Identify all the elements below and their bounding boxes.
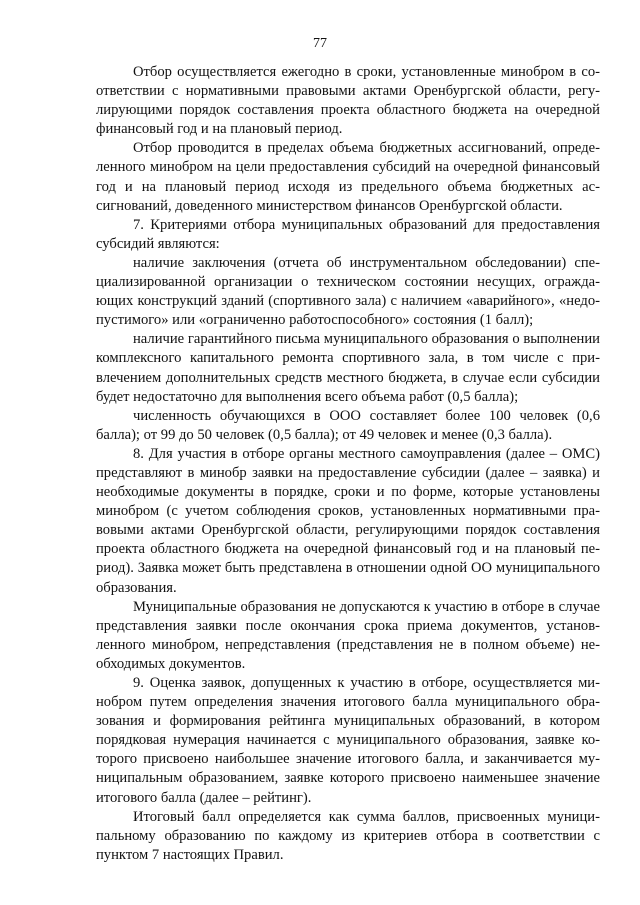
- document-body: [96, 63, 600, 865]
- paragraph-admission-exclusion: Муниципальные образования не допускаются к участию в отборе в случае представления заявки после окончания срока приема документов, установленного минобром, непредставления (представления не в полном объеме) необходимых документов.: [96, 598, 600, 672]
- paragraph-criterion-inspection-report: наличие заключения (отчета об инструментальном обследовании) специализированной организации о техническом состоянии несущих, ограждающих конструкций зданий (спортивного зала) с наличием «аварийного», «недопустимого» или «ограниченно работоспособного» состояния (1 балл);: [96, 254, 600, 329]
- paragraph-criterion-student-count: численность обучающихся в ООО составляет более 100 человек (0,6 балла); от 99 до 50 человек (0,5 балла); от 49 человек и менее (0,3 балла).: [96, 407, 600, 443]
- page-number: 77: [313, 36, 327, 51]
- paragraph-total-score: Итоговый балл определяется как сумма баллов, присвоенных муниципальному образованию по каждому из критериев отбора в соответствии с пунктом 7 настоящих Правил.: [96, 808, 600, 863]
- paragraph-selection-timing: Отбор осуществляется ежегодно в сроки, установленные минобром в соответствии с нормативными правовыми актами Оренбургской области, регулирующими порядок составления проекта областного бюджета на очередной финансовый год и на плановый период.: [96, 64, 600, 138]
- paragraph-criterion-guarantee-letter: наличие гарантийного письма муниципального образования о выполнении комплексного капитального ремонта спортивного зала, в том числе с привлечением дополнительных средств местного бюджета, в случае если субсидии будет недостаточно для выполнения всего объема работ (0,5 балла);: [96, 331, 600, 405]
- paragraph-application-submission: 8. Для участия в отборе органы местного самоуправления (далее – ОМС) представляют в минобр заявки на предоставление субсидии (далее – заявка) и необходимые документы в порядке, сроки и по форме, которые установлены минобром (с учетом соблюдения сроков, установленных нормативными правовыми актами Оренбургской области, регулирующими порядок составления проекта областного бюджета на очередной финансовый год и на плановый период). Заявка может быть представлена в отношении одной ОО муниципального образования.: [96, 445, 600, 596]
- paragraph-selection-budget-limits: Отбор проводится в пределах объема бюджетных ассигнований, определенного минобром на цели предоставления субсидий на очередной финансовый год и на плановый период исходя из предельного объема бюджетных ассигнований, доведенного министерством финансов Оренбургской области.: [96, 140, 600, 214]
- paragraph-criteria-heading: 7. Критериями отбора муниципальных образований для предоставления субсидий являются:: [96, 216, 600, 252]
- paragraph-evaluation-rating: 9. Оценка заявок, допущенных к участию в отборе, осуществляется минобром путем определения значения итогового балла муниципального образования и формирования рейтинга муниципальных образований, в котором порядковая нумерация начинается с муниципального образования, заявке которого присвоено наибольшее значение итогового балла, и заканчивается муниципальным образованием, заявке которого присвоено наименьшее значение итогового балла (далее – рейтинг).: [96, 675, 600, 806]
